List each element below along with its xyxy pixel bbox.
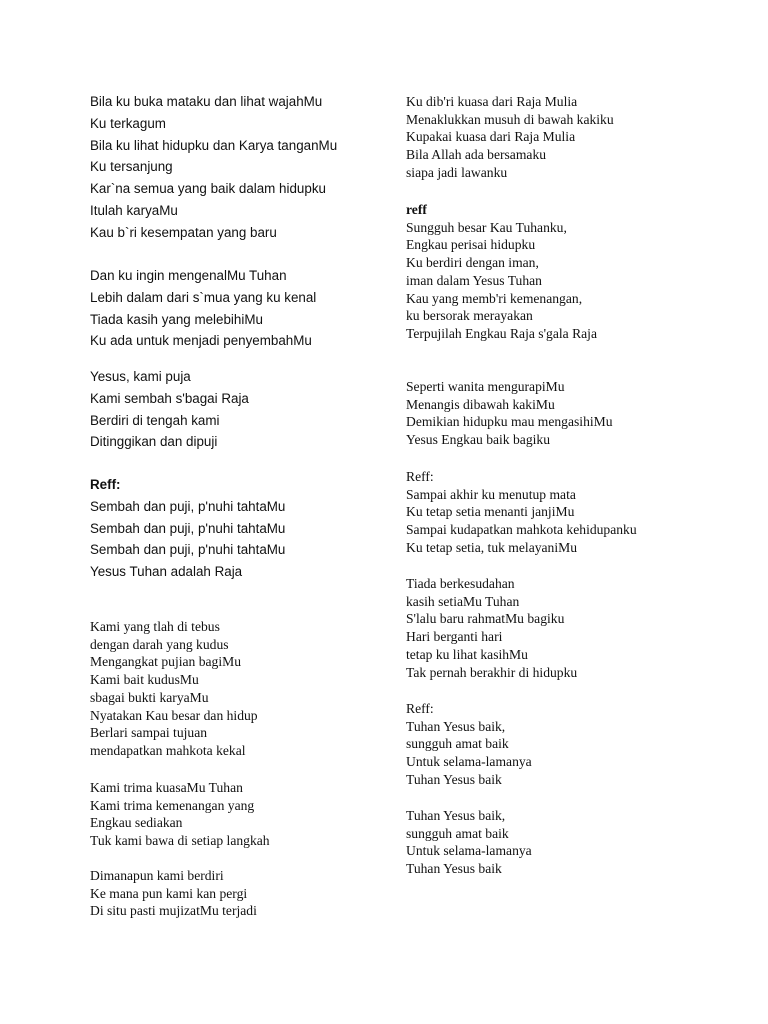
lyric-line: Tak pernah berakhir di hidupku: [406, 664, 578, 680]
lyric-line: Itulah karyaMu: [90, 202, 178, 218]
lyric-line: Ke mana pun kami kan pergi: [90, 885, 248, 901]
lyric-line: Bila Allah ada bersamaku: [406, 147, 547, 163]
stanza-verse-3: [90, 366, 249, 453]
lyric-line: Engkau sediakan: [90, 815, 183, 831]
lyric-line: Dan ku ingin mengenalMu Tuhan: [90, 268, 287, 283]
lyric-line: Sampai akhir ku menutup mata: [406, 486, 576, 502]
lyric-line: tetap ku lihat kasihMu: [406, 646, 528, 662]
lyric-line: Tuhan Yesus baik,: [406, 808, 506, 823]
lyric-line: ku bersorak merayakan: [406, 308, 533, 324]
lyric-line: Engkau perisai hidupku: [406, 237, 536, 253]
lyric-line: Ku terkagum: [90, 115, 166, 131]
reff-heading: Reff:: [406, 701, 434, 716]
stanza-verse-7: [406, 93, 614, 182]
stanza-verse-8: [406, 378, 613, 449]
lyric-line: Tuk kami bawa di setiap langkah: [90, 833, 270, 849]
lyric-line: Ku tetap setia menanti janjiMu: [406, 504, 575, 520]
lyric-line: Yesus, kami puja: [90, 369, 191, 384]
lyric-line: Yesus Tuhan adalah Raja: [90, 564, 243, 580]
lyric-line: Ku ada untuk menjadi penyembahMu: [90, 333, 312, 349]
stanza-verse-6: [90, 867, 257, 920]
lyric-line: Berdiri di tengah kami: [90, 412, 220, 428]
lyric-line: siapa jadi lawanku: [406, 164, 508, 180]
stanza-verse-1: [90, 91, 337, 244]
lyric-line: Tuhan Yesus baik: [406, 861, 502, 877]
lyric-line: Yesus Engkau baik bagiku: [406, 432, 550, 448]
lyric-line: Terpujilah Engkau Raja s'gala Raja: [406, 325, 597, 341]
lyric-line: Kau yang memb'ri kemenangan,: [406, 290, 583, 306]
reff-heading: reff: [406, 202, 427, 217]
lyric-line: Sembah dan puji, p'nuhi tahtaMu: [90, 520, 286, 536]
reff-heading: Reff:: [406, 469, 434, 484]
lyric-line: iman dalam Yesus Tuhan: [406, 272, 542, 288]
stanza-verse-5: [90, 779, 270, 850]
stanza-reff-1: [90, 474, 285, 583]
stanza-reff-4: [406, 700, 532, 789]
lyric-line: Tiada berkesudahan: [406, 576, 515, 591]
lyric-line: sungguh amat baik: [406, 736, 509, 752]
lyric-line: S'lalu baru rahmatMu bagiku: [406, 611, 565, 627]
lyric-line: dengan darah yang kudus: [90, 636, 229, 652]
lyric-line: Kau b`ri kesempatan yang baru: [90, 224, 277, 240]
lyric-line: Menaklukkan musuh di bawah kakiku: [406, 111, 614, 127]
lyric-line: Kar`na semua yang baik dalam hidupku: [90, 181, 326, 197]
stanza-verse-2: [90, 265, 316, 352]
lyric-line: Bila ku buka mataku dan lihat wajahMu: [90, 94, 323, 109]
lyric-line: Mengangkat pujian bagiMu: [90, 654, 242, 670]
reff-heading: Reff:: [90, 477, 121, 492]
lyric-line: Ku tetap setia, tuk melayaniMu: [406, 539, 578, 555]
lyric-line: Untuk selama-lamanya: [406, 754, 532, 770]
lyric-line: Sembah dan puji, p'nuhi tahtaMu: [90, 498, 286, 514]
lyric-line: sungguh amat baik: [406, 825, 509, 841]
lyric-line: Ditinggikan dan dipuji: [90, 434, 218, 450]
stanza-reff-3: [406, 468, 637, 557]
lyric-line: mendapatkan mahkota kekal: [90, 742, 246, 758]
lyric-line: Kami trima kemenangan yang: [90, 797, 255, 813]
lyric-line: Kami trima kuasaMu Tuhan: [90, 780, 243, 795]
lyric-line: Demikian hidupku mau mengasihiMu: [406, 414, 613, 430]
lyric-line: Hari berganti hari: [406, 629, 503, 645]
lyric-line: kasih setiaMu Tuhan: [406, 593, 520, 609]
lyric-line: Ku dib'ri kuasa dari Raja Mulia: [406, 94, 578, 109]
lyric-line: Tiada kasih yang melebihiMu: [90, 311, 263, 327]
lyric-line: Dimanapun kami berdiri: [90, 868, 224, 883]
lyric-line: Tuhan Yesus baik: [406, 771, 502, 787]
stanza-verse-9: [406, 575, 577, 681]
lyric-line: Sembah dan puji, p'nuhi tahtaMu: [90, 542, 286, 558]
lyric-line: Lebih dalam dari s`mua yang ku kenal: [90, 289, 317, 305]
lyric-line: Seperti wanita mengurapiMu: [406, 379, 565, 394]
lyric-line: Ku tersanjung: [90, 159, 173, 175]
stanza-reff-5: [406, 807, 532, 878]
stanza-reff-2: [406, 201, 597, 343]
lyric-line: Kami yang tlah di tebus: [90, 619, 220, 634]
lyric-line: Di situ pasti mujizatMu terjadi: [90, 903, 257, 919]
lyric-line: Kami sembah s'bagai Raja: [90, 390, 249, 406]
lyric-line: Menangis dibawah kakiMu: [406, 396, 555, 412]
lyric-line: Tuhan Yesus baik,: [406, 718, 506, 734]
lyric-line: Kupakai kuasa dari Raja Mulia: [406, 129, 576, 145]
lyric-line: Sungguh besar Kau Tuhanku,: [406, 219, 567, 235]
lyric-line: sbagai bukti karyaMu: [90, 689, 209, 705]
lyric-line: Kami bait kudusMu: [90, 672, 199, 688]
lyric-line: Ku berdiri dengan iman,: [406, 255, 539, 271]
lyric-line: Berlari sampai tujuan: [90, 725, 208, 741]
lyric-line: Sampai kudapatkan mahkota kehidupanku: [406, 522, 637, 538]
lyric-line: Nyatakan Kau besar dan hidup: [90, 707, 258, 723]
lyric-line: Untuk selama-lamanya: [406, 843, 532, 859]
lyric-line: Bila ku lihat hidupku dan Karya tanganMu: [90, 137, 338, 153]
stanza-verse-4: [90, 618, 258, 760]
